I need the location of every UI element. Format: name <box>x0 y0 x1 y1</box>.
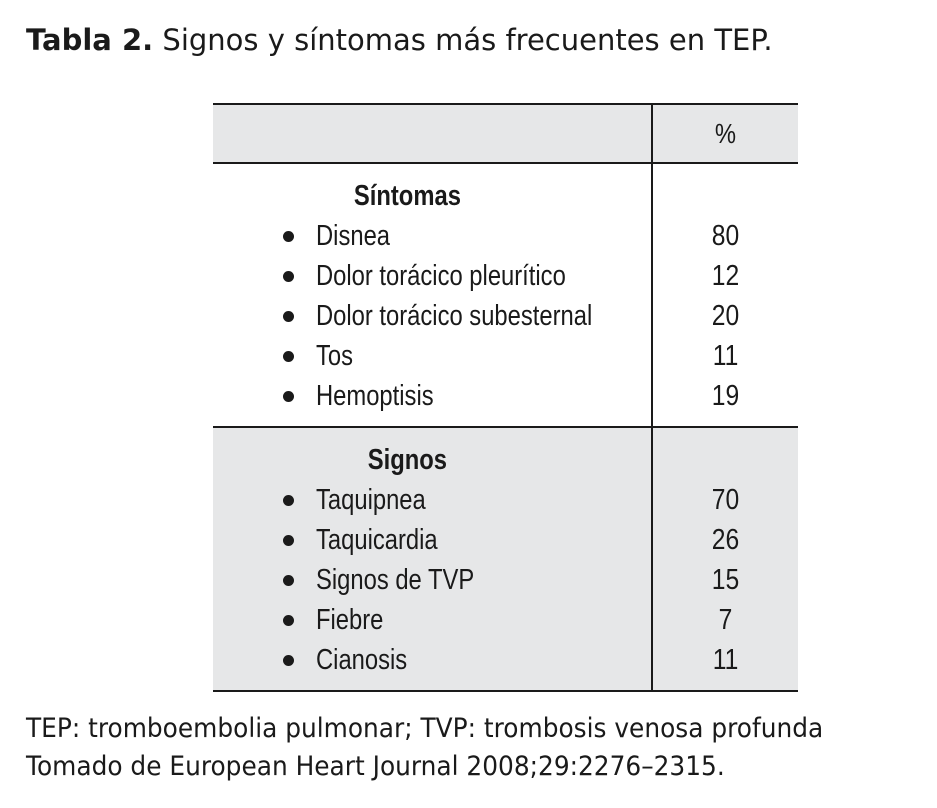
header-percent: % <box>714 118 737 149</box>
bullet-icon <box>283 535 294 546</box>
caption-text: Signos y síntomas más frecuentes en TEP. <box>162 23 773 57</box>
item-value: 12 <box>711 260 740 292</box>
section-title: Síntomas <box>353 180 461 212</box>
section-sintomas <box>213 164 798 426</box>
item-value: 19 <box>711 380 740 412</box>
list-item <box>213 296 651 336</box>
section-title: Signos <box>367 444 448 476</box>
bullet-icon <box>283 351 294 362</box>
list-item <box>213 480 651 520</box>
bullet-icon <box>283 271 294 282</box>
item-label: Hemoptisis <box>316 380 434 412</box>
item-value: 11 <box>712 340 739 372</box>
item-label: Taquicardia <box>316 524 438 556</box>
item-label: Signos de TVP <box>316 564 475 596</box>
section-labels <box>213 164 653 426</box>
bullet-icon <box>283 231 294 242</box>
table-header-row <box>213 105 798 164</box>
bullet-icon <box>283 575 294 586</box>
list-item <box>213 600 651 640</box>
list-item <box>213 336 651 376</box>
bullet-icon <box>283 391 294 402</box>
item-label: Disnea <box>316 220 391 252</box>
table-caption <box>26 20 773 60</box>
item-value: 26 <box>711 524 740 556</box>
item-label: Cianosis <box>316 644 408 676</box>
footnote-abbreviations: TEP: tromboembolia pulmonar; TVP: trombosis venosa profunda <box>26 713 824 744</box>
bullet-icon <box>283 495 294 506</box>
list-item <box>213 256 651 296</box>
item-value: 80 <box>711 220 740 252</box>
list-item <box>213 376 651 416</box>
bullet-icon <box>283 615 294 626</box>
item-label: Dolor torácico subesternal <box>316 300 593 332</box>
bullet-icon <box>283 311 294 322</box>
section-values <box>653 164 798 426</box>
item-label: Fiebre <box>316 604 384 636</box>
list-item <box>213 640 651 680</box>
header-percent-cell <box>653 105 798 162</box>
item-label: Tos <box>316 340 354 372</box>
item-label: Dolor torácico pleurítico <box>316 260 566 292</box>
symptoms-table <box>213 103 798 692</box>
header-label-cell <box>213 105 653 162</box>
list-item <box>213 520 651 560</box>
item-value: 20 <box>711 300 740 332</box>
item-value: 7 <box>718 604 733 636</box>
list-item <box>213 560 651 600</box>
item-value: 70 <box>711 484 740 516</box>
list-item <box>213 216 651 256</box>
bullet-icon <box>283 655 294 666</box>
footnote-source: Tomado de European Heart Journal 2008;29:2276–2315. <box>26 751 725 782</box>
table-footnotes <box>26 710 893 786</box>
section-values <box>653 428 798 690</box>
section-labels <box>213 428 653 690</box>
caption-label: Tabla 2. <box>26 23 154 57</box>
item-label: Taquipnea <box>316 484 426 516</box>
section-signos <box>213 426 798 690</box>
item-value: 11 <box>712 644 739 676</box>
item-value: 15 <box>711 564 740 596</box>
